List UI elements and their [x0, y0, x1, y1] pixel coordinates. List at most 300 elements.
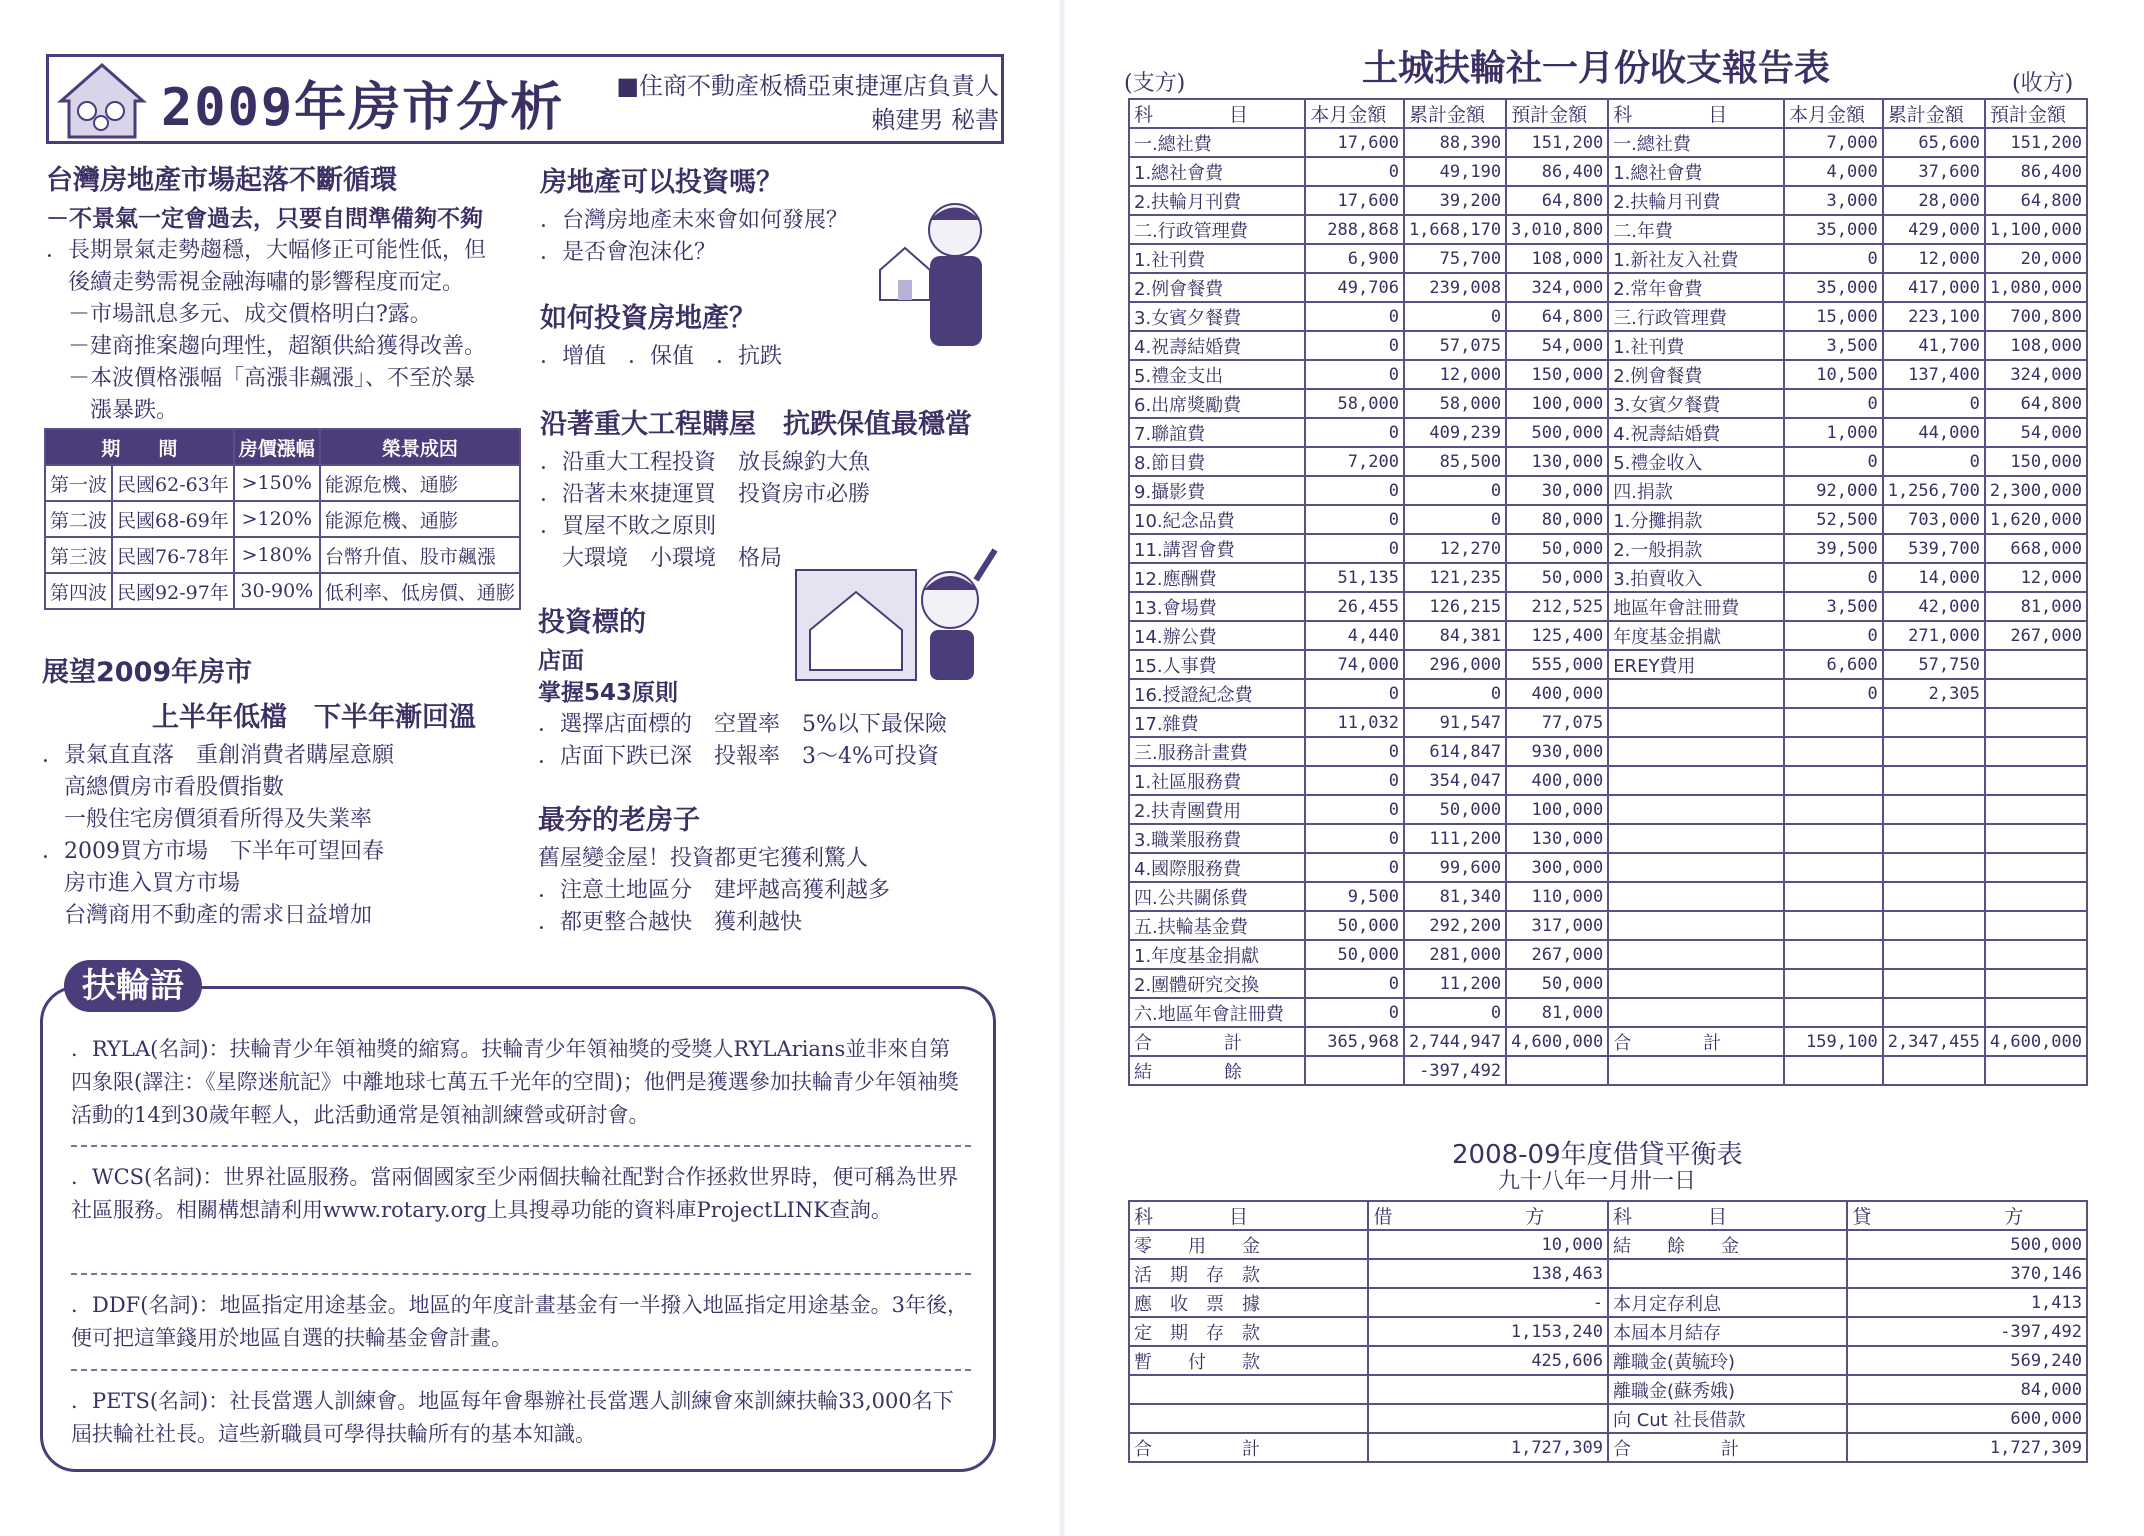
table-cell — [1608, 1056, 1784, 1085]
table-cell: 0 — [1305, 302, 1404, 331]
table-cell: 296,000 — [1404, 650, 1506, 679]
table-cell: 37,600 — [1883, 157, 1985, 186]
table-cell: 292,200 — [1404, 911, 1506, 940]
divider — [71, 1145, 971, 1147]
table-cell — [1985, 679, 2087, 708]
table-cell: 6,600 — [1784, 650, 1883, 679]
table-cell: 50,000 — [1305, 911, 1404, 940]
table-cell: 57,750 — [1883, 650, 1985, 679]
table-row — [45, 465, 520, 501]
table-cell: 57,075 — [1404, 331, 1506, 360]
table-cell — [1784, 998, 1883, 1027]
table-cell: 10.紀念品費 — [1129, 505, 1305, 534]
table-cell: 150,000 — [1985, 447, 2087, 476]
balance-date: 九十八年一月卅一日 — [1498, 1169, 1697, 1194]
table-cell — [1784, 911, 1883, 940]
table-row — [1129, 1433, 2087, 1462]
table-cell: 合 計 — [1608, 1027, 1784, 1056]
table-cell: 0 — [1404, 476, 1506, 505]
table-row — [1129, 592, 2087, 621]
table-cell: 2.團體研究交換 — [1129, 969, 1305, 998]
table-row — [1129, 563, 2087, 592]
table-cell: 86,400 — [1985, 157, 2087, 186]
table-row — [1129, 708, 2087, 737]
text-line: 大環境 小環境 格局 — [540, 546, 783, 571]
text-line: －建商推案趨向理性，超額供給獲得改善。 — [46, 334, 487, 359]
section-subheading: 店面 — [538, 648, 584, 674]
table-cell: 138,463 — [1368, 1259, 1608, 1288]
table-cell — [1608, 940, 1784, 969]
table-cell: 民國62-63年 — [112, 465, 234, 501]
table-cell: 三.行政管理費 — [1608, 302, 1784, 331]
table-row — [1129, 824, 2087, 853]
table-cell: 2.例會餐費 — [1129, 273, 1305, 302]
column-header: 期 間 — [45, 429, 234, 465]
table-cell: 0 — [1305, 476, 1404, 505]
table-cell: 35,000 — [1784, 215, 1883, 244]
table-cell: 50,000 — [1404, 795, 1506, 824]
table-cell: 614,847 — [1404, 737, 1506, 766]
table-cell — [1883, 911, 1985, 940]
table-cell: 台幣升值、股市飆漲 — [320, 537, 520, 573]
column-header: 榮景成因 — [320, 429, 520, 465]
table-cell: 10,500 — [1784, 360, 1883, 389]
table-cell: 13.會場費 — [1129, 592, 1305, 621]
table-cell: 0 — [1305, 969, 1404, 998]
table-cell: 108,000 — [1506, 244, 1608, 273]
table-cell: 0 — [1305, 824, 1404, 853]
table-cell: 6.出席獎勵費 — [1129, 389, 1305, 418]
table-cell: 1,000 — [1784, 418, 1883, 447]
table-cell: 1.分攤捐款 — [1608, 505, 1784, 534]
table-cell: 1,413 — [1847, 1288, 2087, 1317]
table-cell: 一.總社費 — [1608, 128, 1784, 157]
table-cell: 159,100 — [1784, 1027, 1883, 1056]
text-line: 後續走勢需視金融海嘯的影響程度而定。 — [46, 270, 465, 295]
table-cell: 1.年度基金捐獻 — [1129, 940, 1305, 969]
table-cell: 84,381 — [1404, 621, 1506, 650]
table-cell: 0 — [1305, 853, 1404, 882]
table-cell — [1506, 1056, 1608, 1085]
section-subheading: 舊屋變金屋！投資都更宅獲利驚人 — [538, 846, 869, 871]
page-title: 2009年房市分析 — [161, 78, 565, 138]
table-cell: 能源危機、通膨 — [320, 501, 520, 537]
table-cell: 年度基金捐獻 — [1608, 621, 1784, 650]
table-cell: 16.授證紀念費 — [1129, 679, 1305, 708]
column-header: 貸 方 — [1847, 1201, 2087, 1230]
table-cell — [1608, 882, 1784, 911]
table-cell: 42,000 — [1883, 592, 1985, 621]
report-title: 土城扶輪社一月份收支報告表 — [1362, 48, 1831, 89]
table-cell — [1985, 911, 2087, 940]
section-subheading: －不景氣一定會過去，只要自問準備夠不夠 — [46, 206, 483, 232]
table-cell — [1784, 853, 1883, 882]
table-cell: 5.禮金支出 — [1129, 360, 1305, 389]
table-cell: 12.應酬費 — [1129, 563, 1305, 592]
table-cell: 2.例會餐費 — [1608, 360, 1784, 389]
section-heading: 如何投資房地產？ — [540, 303, 756, 334]
table-cell — [1883, 708, 1985, 737]
table-cell — [1985, 969, 2087, 998]
table-cell: 民國76-78年 — [112, 537, 234, 573]
table-cell: 12,000 — [1883, 244, 1985, 273]
table-cell: 288,868 — [1305, 215, 1404, 244]
table-cell: 64,800 — [1985, 389, 2087, 418]
text-line: ．沿著未來捷運買 投資房市必勝 — [540, 482, 871, 507]
table-cell: 81,000 — [1506, 998, 1608, 1027]
table-row — [1129, 969, 2087, 998]
table-cell: 預計金額 — [1985, 99, 2087, 128]
table-cell: 0 — [1305, 534, 1404, 563]
section-can-invest — [540, 160, 848, 269]
table-cell: 111,200 — [1404, 824, 1506, 853]
table-cell: 12,000 — [1985, 563, 2087, 592]
table-cell: 130,000 — [1506, 824, 1608, 853]
table-cell: 50,000 — [1506, 534, 1608, 563]
price-wave-table — [44, 428, 521, 610]
table-row — [1129, 244, 2087, 273]
table-cell: 58,000 — [1404, 389, 1506, 418]
table-cell: 3.女賓夕餐費 — [1129, 302, 1305, 331]
table-header-row — [45, 429, 520, 465]
table-cell — [1784, 969, 1883, 998]
table-cell: 267,000 — [1985, 621, 2087, 650]
table-cell: 39,200 — [1404, 186, 1506, 215]
table-row — [1129, 1375, 2087, 1404]
table-cell: 第一波 — [45, 465, 112, 501]
table-cell — [1985, 882, 2087, 911]
table-cell: 30-90% — [234, 573, 320, 609]
table-cell: 9,500 — [1305, 882, 1404, 911]
table-cell: 50,000 — [1506, 969, 1608, 998]
table-row — [1129, 215, 2087, 244]
table-cell: 1.新社友入社費 — [1608, 244, 1784, 273]
table-cell — [1784, 795, 1883, 824]
table-row — [1129, 128, 2087, 157]
table-cell: 324,000 — [1985, 360, 2087, 389]
table-cell: 1.社區服務費 — [1129, 766, 1305, 795]
table-cell: 8.節目費 — [1129, 447, 1305, 476]
section-heading: 投資標的 — [538, 607, 646, 638]
table-cell — [1985, 650, 2087, 679]
text-line: ．增值 ．保值 ．抗跌 — [540, 344, 783, 369]
table-cell — [1883, 766, 1985, 795]
glossary-term-pets: ．PETS(名詞)：社長當選人訓練會。地區每年會舉辦社長當選人訓練會來訓練扶輪33,000名下屆扶輪社社長。這些新職員可學得扶輪所有的基本知識。 — [71, 1389, 954, 1446]
table-row — [1129, 1056, 2087, 1085]
table-cell: 28,000 — [1883, 186, 1985, 215]
table-cell: 100,000 — [1506, 795, 1608, 824]
table-cell: 74,000 — [1305, 650, 1404, 679]
table-cell: 3,500 — [1784, 592, 1883, 621]
glossary-term-wcs: ．WCS(名詞)：世界社區服務。當兩個國家至少兩個扶輪社配對合作拯救世界時，便可稱為世界社區服務。相關構想請利用www.rotary.org上具搜尋功能的資料庫ProjectLINK查詢。 — [71, 1165, 959, 1222]
table-cell: 能源危機、通膨 — [320, 465, 520, 501]
table-row — [45, 501, 520, 537]
table-row — [1129, 737, 2087, 766]
section-heading: 沿著重大工程購屋 抗跌保值最穩當 — [540, 409, 972, 440]
table-row — [1129, 1346, 2087, 1375]
table-cell: 108,000 — [1985, 331, 2087, 360]
table-cell: 49,706 — [1305, 273, 1404, 302]
text-line: ．都更整合越快 獲利越快 — [538, 910, 803, 935]
table-cell: 1.總社會費 — [1129, 157, 1305, 186]
table-cell: 二.行政管理費 — [1129, 215, 1305, 244]
table-cell: 354,047 — [1404, 766, 1506, 795]
table-cell: 14.辦公費 — [1129, 621, 1305, 650]
table-cell — [1883, 940, 1985, 969]
table-cell: 7.聯誼費 — [1129, 418, 1305, 447]
table-cell: 0 — [1305, 418, 1404, 447]
table-cell: 4,600,000 — [1985, 1027, 2087, 1056]
table-row — [1129, 476, 2087, 505]
table-cell: 4.祝壽結婚費 — [1608, 418, 1784, 447]
text-line: ．景氣直直落 重創消費者購屋意願 — [42, 743, 395, 768]
text-line: ．是否會泡沫化？ — [540, 240, 717, 265]
table-cell: 429,000 — [1883, 215, 1985, 244]
section-heading: 台灣房地產市場起落不斷循環 — [46, 165, 397, 196]
table-cell — [1305, 1056, 1404, 1085]
table-cell: 151,200 — [1506, 128, 1608, 157]
table-cell — [1985, 853, 2087, 882]
table-cell: 121,235 — [1404, 563, 1506, 592]
table-cell: 0 — [1784, 563, 1883, 592]
table-row — [1129, 882, 2087, 911]
table-cell: 科 目 — [1608, 99, 1784, 128]
table-cell: 700,800 — [1985, 302, 2087, 331]
table-cell: 400,000 — [1506, 766, 1608, 795]
table-cell: 17,600 — [1305, 128, 1404, 157]
table-cell: 65,600 — [1883, 128, 1985, 157]
rotary-glossary-heading: 扶輪語 — [64, 960, 202, 1012]
table-cell: 86,400 — [1506, 157, 1608, 186]
table-cell — [1608, 824, 1784, 853]
right-page — [1062, 0, 2144, 1536]
table-cell — [1883, 795, 1985, 824]
expense-label: (支方) — [1124, 71, 1186, 96]
table-cell: 26,455 — [1305, 592, 1404, 621]
table-row — [1129, 302, 2087, 331]
table-cell — [1985, 795, 2087, 824]
table-cell: 0 — [1305, 998, 1404, 1027]
table-cell: 合 計 — [1608, 1433, 1847, 1462]
table-cell: 0 — [1784, 679, 1883, 708]
glossary-term-ryla: ．RYLA(名詞)：扶輪青少年領袖獎的縮寫。扶輪青少年領袖獎的受獎人RYLArians並非來自第四象限(譯注：《星際迷航記》中離地球七萬五千光年的空間)；他們是獲選參加扶輪青少年領袖獎活動的14到30歲年輕人，此活動通常是領袖訓練營或研討會。 — [71, 1037, 959, 1127]
table-row — [45, 573, 520, 609]
table-cell: 2.扶青團費用 — [1129, 795, 1305, 824]
table-row — [1129, 853, 2087, 882]
column-header: 借 方 — [1368, 1201, 1608, 1230]
table-cell: 500,000 — [1847, 1230, 2087, 1259]
table-row — [1129, 505, 2087, 534]
table-cell: 5.禮金收入 — [1608, 447, 1784, 476]
table-cell: 3.拍賣收入 — [1608, 563, 1784, 592]
table-cell — [1784, 766, 1883, 795]
divider — [71, 1369, 971, 1371]
table-cell — [1784, 737, 1883, 766]
table-cell — [1985, 998, 2087, 1027]
text-line: ．2009買方市場 下半年可望回春 — [42, 839, 384, 864]
table-cell: 130,000 — [1506, 447, 1608, 476]
table-cell — [1608, 795, 1784, 824]
table-cell — [1608, 766, 1784, 795]
rotary-glossary-box — [40, 986, 996, 1472]
table-cell: 0 — [1784, 389, 1883, 418]
table-cell: 81,340 — [1404, 882, 1506, 911]
table-cell: 民國92-97年 — [112, 573, 234, 609]
text-line: －本波價格漲幅「高漲非飆漲」、不至於暴 — [46, 366, 476, 391]
table-cell — [1985, 708, 2087, 737]
table-row — [45, 537, 520, 573]
table-cell: 14,000 — [1883, 563, 1985, 592]
table-cell: 239,008 — [1404, 273, 1506, 302]
table-cell: 400,000 — [1506, 679, 1608, 708]
table-row — [1129, 331, 2087, 360]
table-cell: 本月定存利息 — [1608, 1288, 1847, 1317]
table-cell: 0 — [1883, 389, 1985, 418]
table-cell: 2.扶輪月刊費 — [1129, 186, 1305, 215]
table-row — [1129, 273, 2087, 302]
table-cell: 150,000 — [1506, 360, 1608, 389]
table-cell: 317,000 — [1506, 911, 1608, 940]
section-how-invest — [540, 296, 782, 373]
table-cell: 0 — [1404, 302, 1506, 331]
table-cell: 4.祝壽結婚費 — [1129, 331, 1305, 360]
table-cell: 結 餘 金 — [1608, 1230, 1847, 1259]
table-cell: 0 — [1305, 795, 1404, 824]
table-cell: 7,200 — [1305, 447, 1404, 476]
table-cell: 11.講習會費 — [1129, 534, 1305, 563]
table-cell: 3.職業服務費 — [1129, 824, 1305, 853]
table-cell — [1368, 1404, 1608, 1433]
table-cell: 4,000 — [1784, 157, 1883, 186]
table-cell: 100,000 — [1506, 389, 1608, 418]
table-row — [1129, 360, 2087, 389]
table-cell: 0 — [1784, 447, 1883, 476]
table-cell: 58,000 — [1305, 389, 1404, 418]
table-cell: 110,000 — [1506, 882, 1608, 911]
table-cell: 17,600 — [1305, 186, 1404, 215]
table-cell: 1.社刊費 — [1129, 244, 1305, 273]
table-cell — [1608, 969, 1784, 998]
table-cell: 12,270 — [1404, 534, 1506, 563]
table-cell: 第三波 — [45, 537, 112, 573]
section-old-houses — [538, 798, 890, 939]
table-cell: 民國68-69年 — [112, 501, 234, 537]
text-line: ．台灣房地產未來會如何發展？ — [540, 208, 849, 233]
table-cell: 126,215 — [1404, 592, 1506, 621]
table-cell — [1985, 1056, 2087, 1085]
table-cell: 223,100 — [1883, 302, 1985, 331]
table-cell: 四.捐款 — [1608, 476, 1784, 505]
table-cell: 324,000 — [1506, 273, 1608, 302]
text-line: 房市進入買方市場 — [42, 871, 241, 896]
table-row — [1129, 447, 2087, 476]
table-cell — [1784, 940, 1883, 969]
table-row — [1129, 1404, 2087, 1433]
table-cell: 1,080,000 — [1985, 273, 2087, 302]
businessman-house-illustration — [860, 190, 1010, 360]
table-cell: 11,032 — [1305, 708, 1404, 737]
table-row — [1129, 389, 2087, 418]
table-cell: 3,000 — [1784, 186, 1883, 215]
table-cell: 第四波 — [45, 573, 112, 609]
table-cell: 99,600 — [1404, 853, 1506, 882]
table-header-row — [1129, 1201, 2087, 1230]
table-cell: 4.國際服務費 — [1129, 853, 1305, 882]
table-cell: 425,606 — [1368, 1346, 1608, 1375]
section-investment-targets — [538, 600, 947, 773]
table-cell: 2.一般捐款 — [1608, 534, 1784, 563]
table-cell: 五.扶輪基金費 — [1129, 911, 1305, 940]
table-cell: 低利率、低房價、通膨 — [320, 573, 520, 609]
table-cell: 7,000 — [1784, 128, 1883, 157]
table-cell: 結 餘 — [1129, 1056, 1305, 1085]
table-cell: 2,347,455 — [1883, 1027, 1985, 1056]
table-row — [1129, 418, 2087, 447]
table-cell: 49,190 — [1404, 157, 1506, 186]
section-heading: 展望2009年房市 — [42, 657, 253, 688]
table-cell: 地區年會註冊費 — [1608, 592, 1784, 621]
table-cell: 54,000 — [1985, 418, 2087, 447]
table-cell: 0 — [1305, 737, 1404, 766]
table-cell: 92,000 — [1784, 476, 1883, 505]
text-line: ．注意土地區分 建坪越高獲利越多 — [538, 878, 891, 903]
table-cell: 2.常年會費 — [1608, 273, 1784, 302]
table-cell: 1,668,170 — [1404, 215, 1506, 244]
table-cell: 30,000 — [1506, 476, 1608, 505]
column-header: 房價漲幅 — [234, 429, 320, 465]
table-cell: 417,000 — [1883, 273, 1985, 302]
table-cell — [1608, 708, 1784, 737]
table-cell: 35,000 — [1784, 273, 1883, 302]
table-cell: 9.攝影費 — [1129, 476, 1305, 505]
table-cell — [1883, 882, 1985, 911]
table-cell: 四.公共關係費 — [1129, 882, 1305, 911]
table-cell: 50,000 — [1506, 563, 1608, 592]
table-cell: 281,000 — [1404, 940, 1506, 969]
table-cell: 3.女賓夕餐費 — [1608, 389, 1784, 418]
table-cell: 2,744,947 — [1404, 1027, 1506, 1056]
table-cell: 271,000 — [1883, 621, 1985, 650]
column-header: 科 目 — [1129, 1201, 1368, 1230]
table-cell: 2,300,000 — [1985, 476, 2087, 505]
table-cell: 64,800 — [1506, 302, 1608, 331]
table-cell: 1.總社會費 — [1608, 157, 1784, 186]
balance-title: 2008-09年度借貸平衡表 — [1452, 1140, 1743, 1170]
table-cell: 555,000 — [1506, 650, 1608, 679]
table-cell — [1784, 1056, 1883, 1085]
table-cell: 64,800 — [1985, 186, 2087, 215]
section-heading: 房地產可以投資嗎？ — [540, 167, 783, 198]
table-cell: 0 — [1305, 331, 1404, 360]
table-row — [1129, 650, 2087, 679]
table-row — [1129, 940, 2087, 969]
table-cell: -397,492 — [1847, 1317, 2087, 1346]
section-market-cycle — [46, 158, 486, 427]
section-subheading: 掌握543原則 — [538, 680, 679, 706]
table-cell: 零 用 金 — [1129, 1230, 1368, 1259]
table-cell: 51,135 — [1305, 563, 1404, 592]
table-cell — [1985, 766, 2087, 795]
table-cell: 91,547 — [1404, 708, 1506, 737]
table-row — [1129, 534, 2087, 563]
table-cell: 0 — [1305, 679, 1404, 708]
table-row — [1129, 1259, 2087, 1288]
table-cell: 活 期 存 款 — [1129, 1259, 1368, 1288]
glossary-term-ddf: ．DDF(名詞)：地區指定用途基金。地區的年度計畫基金有一半撥入地區指定用途基金。3年後，便可把這筆錢用於地區自選的扶輪基金會計畫。 — [71, 1293, 968, 1350]
table-row — [1129, 679, 2087, 708]
table-cell — [1985, 824, 2087, 853]
table-cell: 668,000 — [1985, 534, 2087, 563]
